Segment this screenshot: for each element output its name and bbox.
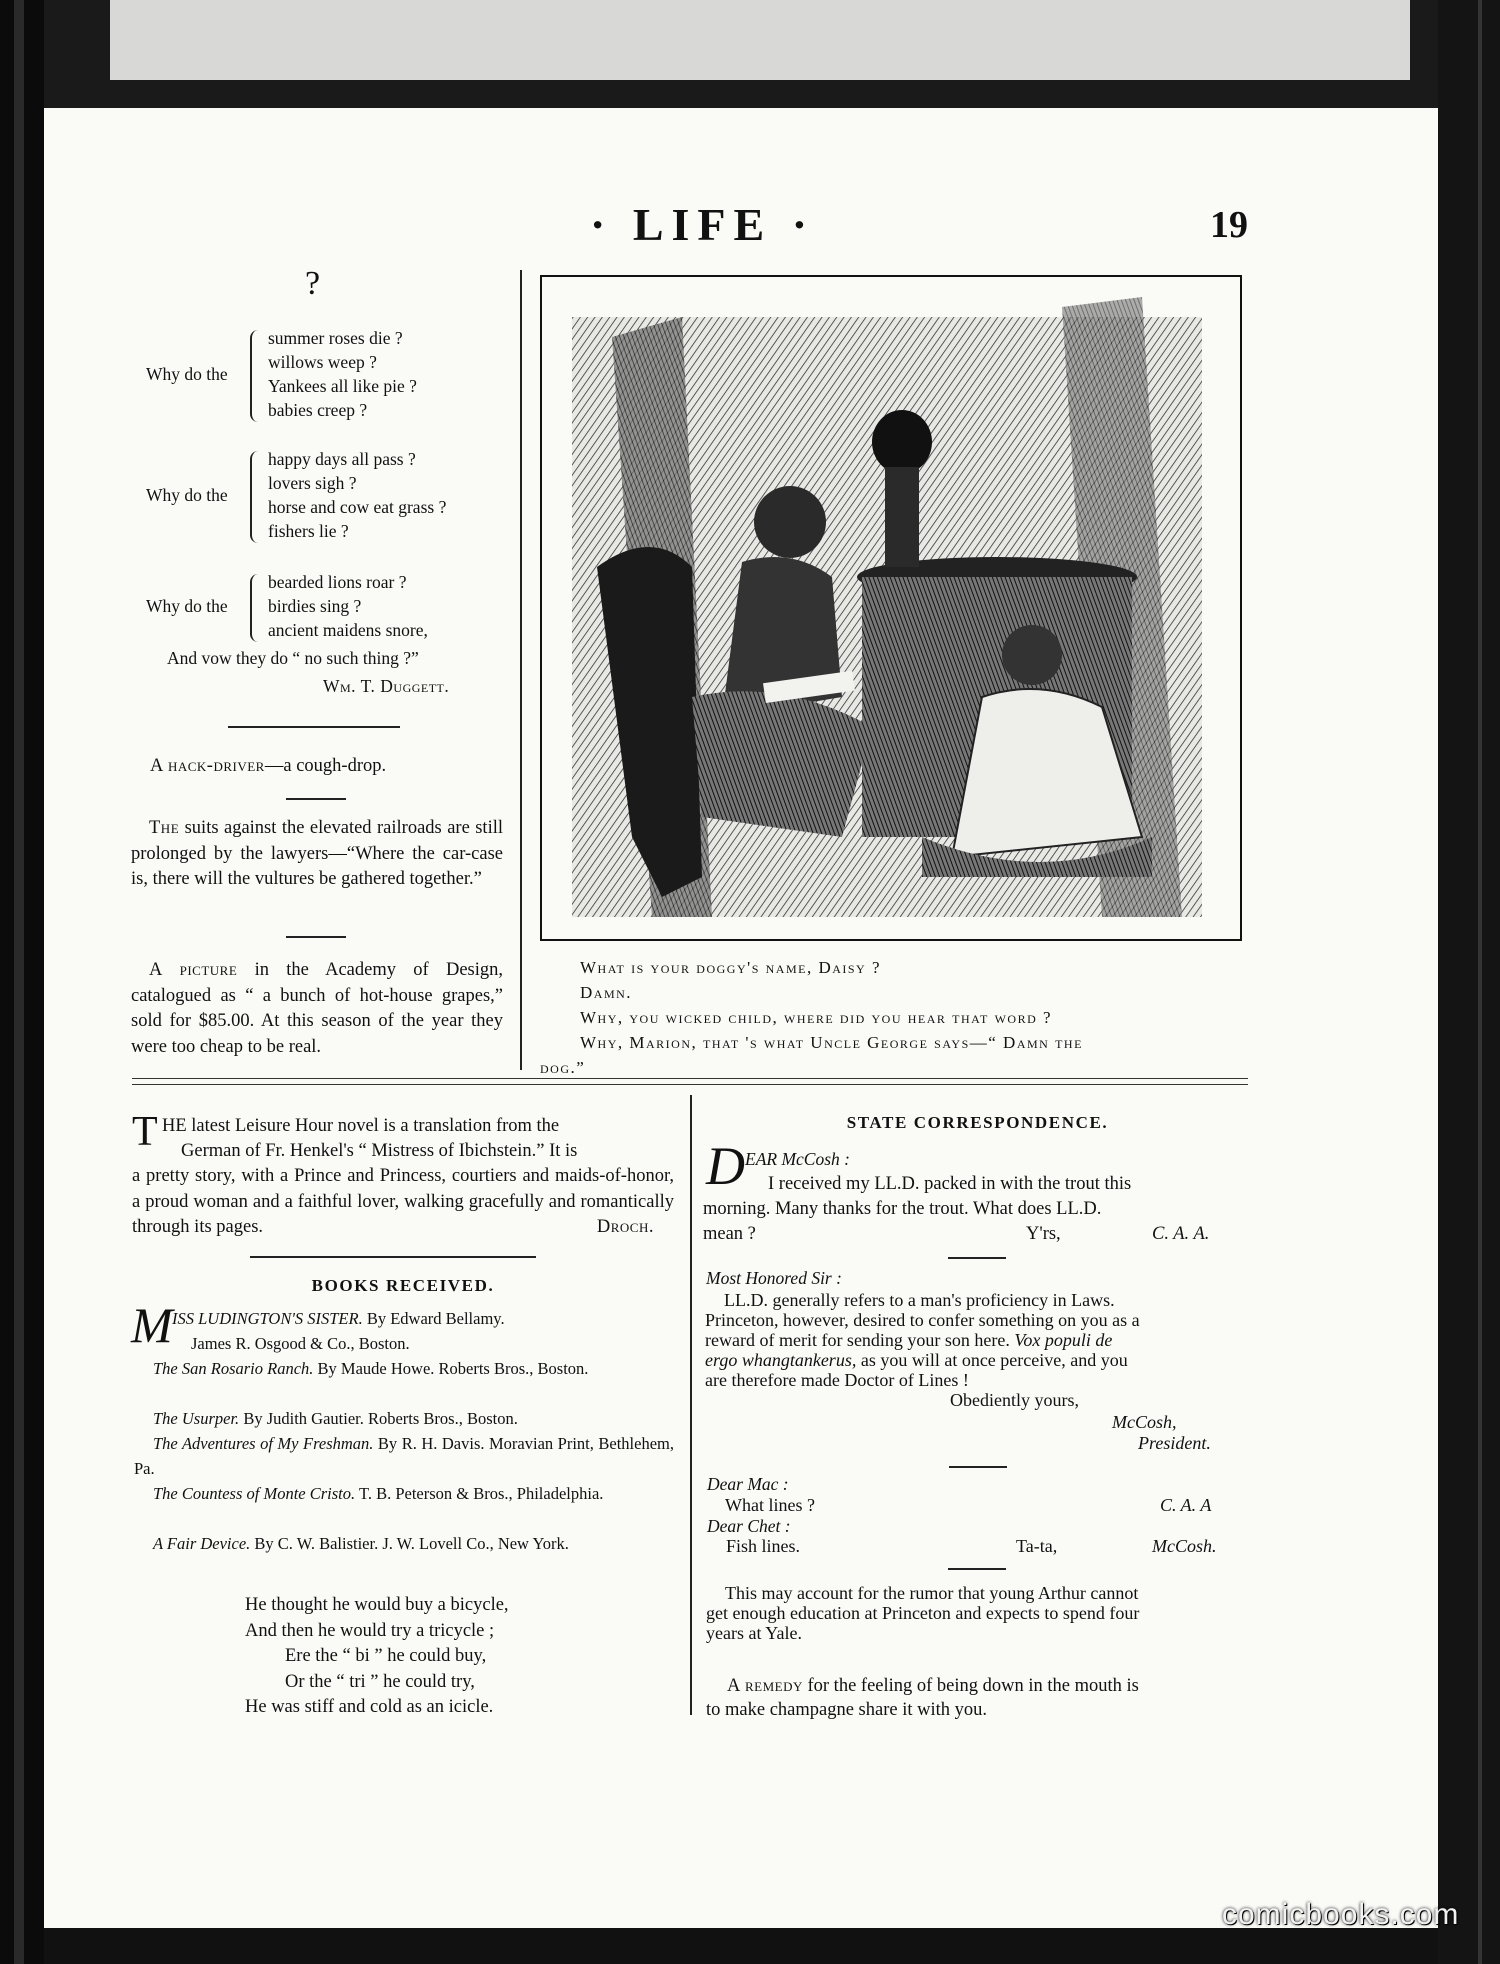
letter1-signature: C. A. A. [1152,1224,1210,1244]
book-entry-6: A Fair Device. By C. W. Balistier. J. W. Lovell Co., New York. [153,1534,569,1553]
remedy-line2: to make champagne share it with you. [706,1700,988,1720]
letter4-salutation: Dear Chet : [707,1516,791,1536]
letter2-salutation: Most Honored Sir : [706,1268,842,1288]
book-entry-1: ISS LUDINGTON'S SISTER. By Edward Bellamy. [172,1309,505,1328]
letter2-title: President. [1138,1433,1211,1453]
rumor-line3: years at Yale. [706,1623,802,1643]
remedy-line1: A remedy for the feeling of being down in the mouth is [727,1676,1139,1696]
poem-title-mark: ? [305,265,321,302]
scan-left-edge [0,0,44,1964]
letter2-signature: McCosh, [1112,1412,1177,1432]
rumor-line1: This may account for the rumor that young Arthur cannot [725,1583,1139,1603]
divider [948,1257,1006,1259]
salutation-dear-mccosh: EAR McCosh : [745,1149,850,1169]
masthead-title: · LIFE · [590,199,816,250]
letter1-closing: Y'rs, [1026,1224,1061,1244]
section-rule-top [132,1078,1248,1079]
engraving-illustration [540,275,1242,941]
drop-cap-D: D [706,1136,745,1196]
letter3-signature: C. A. A [1160,1495,1212,1515]
book-entry-5: The Countess of Monte Cristo. T. B. Peterson & Bros., Philadelphia. [153,1484,604,1503]
letter2-line4: ergo whangtankerus, as you will at once perceive, and you [705,1350,1128,1370]
poem-closing-line: And vow they do “ no such thing ?” [167,648,419,668]
letter3-body: What lines ? [725,1495,815,1515]
letter1-line2: morning. Many thanks for the trout. What does LL.D. [703,1199,1102,1219]
review-line-1: HE latest Leisure Hour novel is a translation from the [162,1116,560,1136]
letter1-line3: mean ? [703,1224,756,1244]
books-received-heading: BOOKS RECEIVED. [311,1276,495,1295]
drop-cap-T: T [132,1109,158,1155]
scan-right-edge [1438,0,1500,1964]
academy-picture-squib: A picture in the Academy of Design, catalogued as “ a bunch of hot-house grapes,” sold for $85.00. At this season of the year they were too cheap to be real. [131,960,503,1057]
review-body: a pretty story, with a Prince and Princess, courtiers and maids-of-honor, a proud woman and a faithful lover, walking gracefully and romantically through its pages. Droch. [132,1166,674,1237]
poem-author: Wm. T. Duggett. [323,676,450,696]
divider [286,936,346,938]
letter4-signature: McCosh. [1152,1536,1217,1556]
divider [948,1568,1006,1570]
book-entry-2: The San Rosario Ranch. By Maude Howe. Roberts Bros., Boston. [153,1359,589,1378]
scan-top-edge [0,0,1500,108]
watermark-logo: comicbooks.com [1222,1898,1460,1931]
rumor-line2: get enough education at Princeton and expects to spend four [706,1603,1140,1623]
letter2-closing: Obediently yours, [950,1390,1079,1410]
elevated-railroads-squib: The suits against the elevated railroads are still prolonged by the lawyers—“Where the car-case is, there will the vultures be gathered together.” [131,818,503,889]
bicycle-verse: He thought he would buy a bicycle, And then he would try a tricycle ; Ere the “ bi ” he could buy, Or the “ tri ” he could try, He was stiff and cold as an icicle. [245,1595,509,1717]
letter1-line1: I received my LL.D. packed in with the trout this [768,1174,1132,1194]
letter4-body: Fish lines. [726,1536,801,1556]
divider [250,1256,536,1258]
section-rule-bottom [132,1084,1248,1085]
letter3-salutation: Dear Mac : [707,1474,789,1494]
letter2-line1: LL.D. generally refers to a man's proficiency in Laws. [724,1290,1115,1310]
drop-cap-M: M [131,1297,173,1353]
column-divider [520,270,522,1070]
page-number: 19 [1210,204,1248,246]
state-correspondence-heading: STATE CORRESPONDENCE. [846,1113,1109,1132]
letter2-line5: are therefore made Doctor of Lines ! [705,1370,969,1390]
letter2-line2: Princeton, however, desired to confer something on you as a [705,1310,1140,1330]
divider [286,798,346,800]
divider [949,1466,1007,1468]
letter4-closing: Ta-ta, [1016,1536,1058,1556]
illustration-caption: What is your doggy's name, Daisy ? Damn. Why, you wicked child, where did you hear that word ? Why, Marion, that 's what Uncle George says—“ Damn the dog.” [540,958,1083,1077]
girls-with-dog-engraving [542,277,1240,939]
divider [228,726,400,728]
book-entry-3: The Usurper. By Judith Gautier. Roberts Bros., Boston. [153,1409,518,1428]
book-entry-4: The Adventures of My Freshman. By R. H. Davis. Moravian Print, Bethlehem, Pa. [134,1434,674,1478]
lower-column-divider [690,1095,692,1715]
review-line-2: German of Fr. Henkel's “ Mistress of Ibichstein.” It is [181,1141,578,1161]
book-entry-1-publisher: James R. Osgood & Co., Boston. [191,1334,410,1353]
hack-driver-squib: A hack-driver—a cough-drop. [150,756,387,776]
letter2-line3: reward of merit for sending your son here. Vox populi de [705,1330,1113,1350]
